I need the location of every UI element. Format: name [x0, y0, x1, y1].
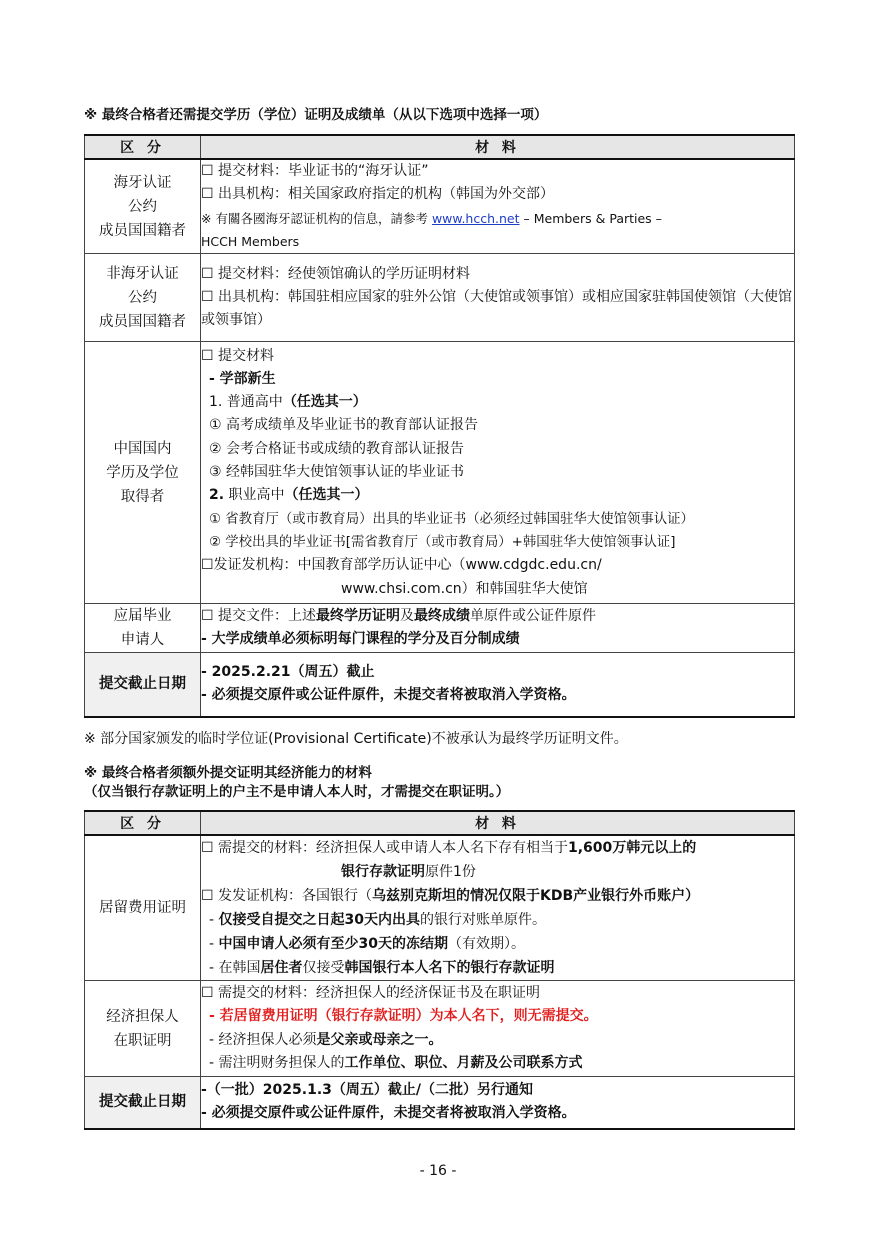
header-category: 区 分 [85, 135, 201, 159]
table-row [85, 342, 795, 604]
table-row [85, 159, 795, 254]
section1-title: ※ 最终合格者还需提交学历（学位）证明及成绩单（从以下选项中选择一项） [84, 107, 548, 123]
page-number: - 16 - [419, 1163, 457, 1179]
provisional-certificate-note: ※ 部分国家颁发的临时学位证(Provisional Certificate)不被承认为最终学历证明文件。 [84, 731, 628, 747]
section2-title-line2: （仅当银行存款证明上的户主不是申请人本人时，才需提交在职证明。） [84, 784, 510, 800]
row-content-graduating: ☐ 提交文件：上述最终学历证明及最终成绩单原件或公证件原件 - 大学成绩单必须标明每门课程的学分及百分制成绩 [201, 604, 795, 653]
row-label-china: 中国国内 学历及学位 取得者 [85, 342, 201, 604]
table-header-row [85, 811, 795, 835]
row-label-deadline: 提交截止日期 [85, 1077, 201, 1129]
header-category: 区 分 [85, 811, 201, 835]
header-materials: 材 料 [201, 811, 795, 835]
row-label-hague: 海牙认证 公约 成员国国籍者 [85, 159, 201, 254]
hague-note: ※ 有關各國海牙認证机构的信息，請参考 www.hcch.net – Members & Parties – [201, 210, 662, 226]
row-content-residence-cost: ☐ 需提交的材料：经济担保人或申请人本人名下存有相当于1,600万韩元以上的 银行存款证明原件1份 ☐ 发发证机构：各国银行（乌兹别克斯坦的情况仅限于KDB产业银行外币账户） - 仅接受自提交之日起30天内出具的银行对账单原件。 - 中国申请人必须有至少30天的冻结期（有效期）。 - 在韩国居住者仅接受韩国银行本人名下的银行存款证明 [201, 835, 795, 981]
table-header-row [85, 135, 795, 159]
row-content-non-hague: ☐ 提交材料：经使领馆确认的学历证明材料 ☐ 出具机构：韩国驻相应国家的驻外公馆（大使馆或领事馆）或相应国家驻韩国使领馆（大使馆或领事馆） [201, 254, 795, 342]
row-label-guarantor: 经济担保人 在职证明 [85, 981, 201, 1077]
row-content-deadline: -（一批）2025.1.3（周五）截止/（二批）另行通知 - 必须提交原件或公证件原件，未提交者将被取消入学资格。 [201, 1077, 795, 1129]
table-row [85, 604, 795, 653]
row-label-deadline: 提交截止日期 [85, 653, 201, 717]
academic-documents-table [84, 134, 795, 718]
row-label-graduating: 应届毕业 申请人 [85, 604, 201, 653]
table-row [85, 981, 795, 1077]
table-row [85, 653, 795, 717]
row-content-hague: ☐ 提交材料：毕业证书的“海牙认证” ☐ 出具机构：相关国家政府指定的机构（韩国为外交部） ※ 有關各國海牙認证机构的信息，請参考 www.hcch.net – Members & Parties – HCCH Members [201, 159, 795, 254]
row-label-residence-cost: 居留费用证明 [85, 835, 201, 981]
row-content-guarantor: ☐ 需提交的材料：经济担保人的经济保证书及在职证明 - 若居留费用证明（银行存款证明）为本人名下，则无需提交。 - 经济担保人必须是父亲或母亲之一。 - 需注明财务担保人的工作单位、职位、月薪及公司联系方式 [201, 981, 795, 1077]
hcch-link[interactable]: www.hcch.net [431, 210, 520, 226]
financial-documents-table [84, 810, 795, 1130]
row-label-non-hague: 非海牙认证 公约 成员国国籍者 [85, 254, 201, 342]
row-content-china: ☐ 提交材料 - 学部新生 1. 普通高中（任选其一） ① 高考成绩单及毕业证书的教育部认证报告 ② 会考合格证书或成绩的教育部认证报告 ③ 经韩国驻华大使馆领事认证的毕业证书 2. 职业高中（任选其一） ① 省教育厅（或市教育局）出具的毕业证书（必须经过韩国驻华大使馆领事认证） ② 学校出具的毕业证书[需省教育厅（或市教育局）+韩国驻华大使馆领事认证] ☐发证发机构：中国教育部学历认证中心（www.cdgdc.edu.cn/ www.chsi.com.cn）和韩国驻华大使馆 [201, 342, 795, 604]
header-materials: 材 料 [201, 135, 795, 159]
table-row [85, 254, 795, 342]
table-row [85, 835, 795, 981]
table-row [85, 1077, 795, 1129]
row-content-deadline: - 2025.2.21（周五）截止 - 必须提交原件或公证件原件，未提交者将被取消入学资格。 [201, 653, 795, 717]
section2-title-line1: ※ 最终合格者须额外提交证明其经济能力的材料 [84, 765, 372, 781]
